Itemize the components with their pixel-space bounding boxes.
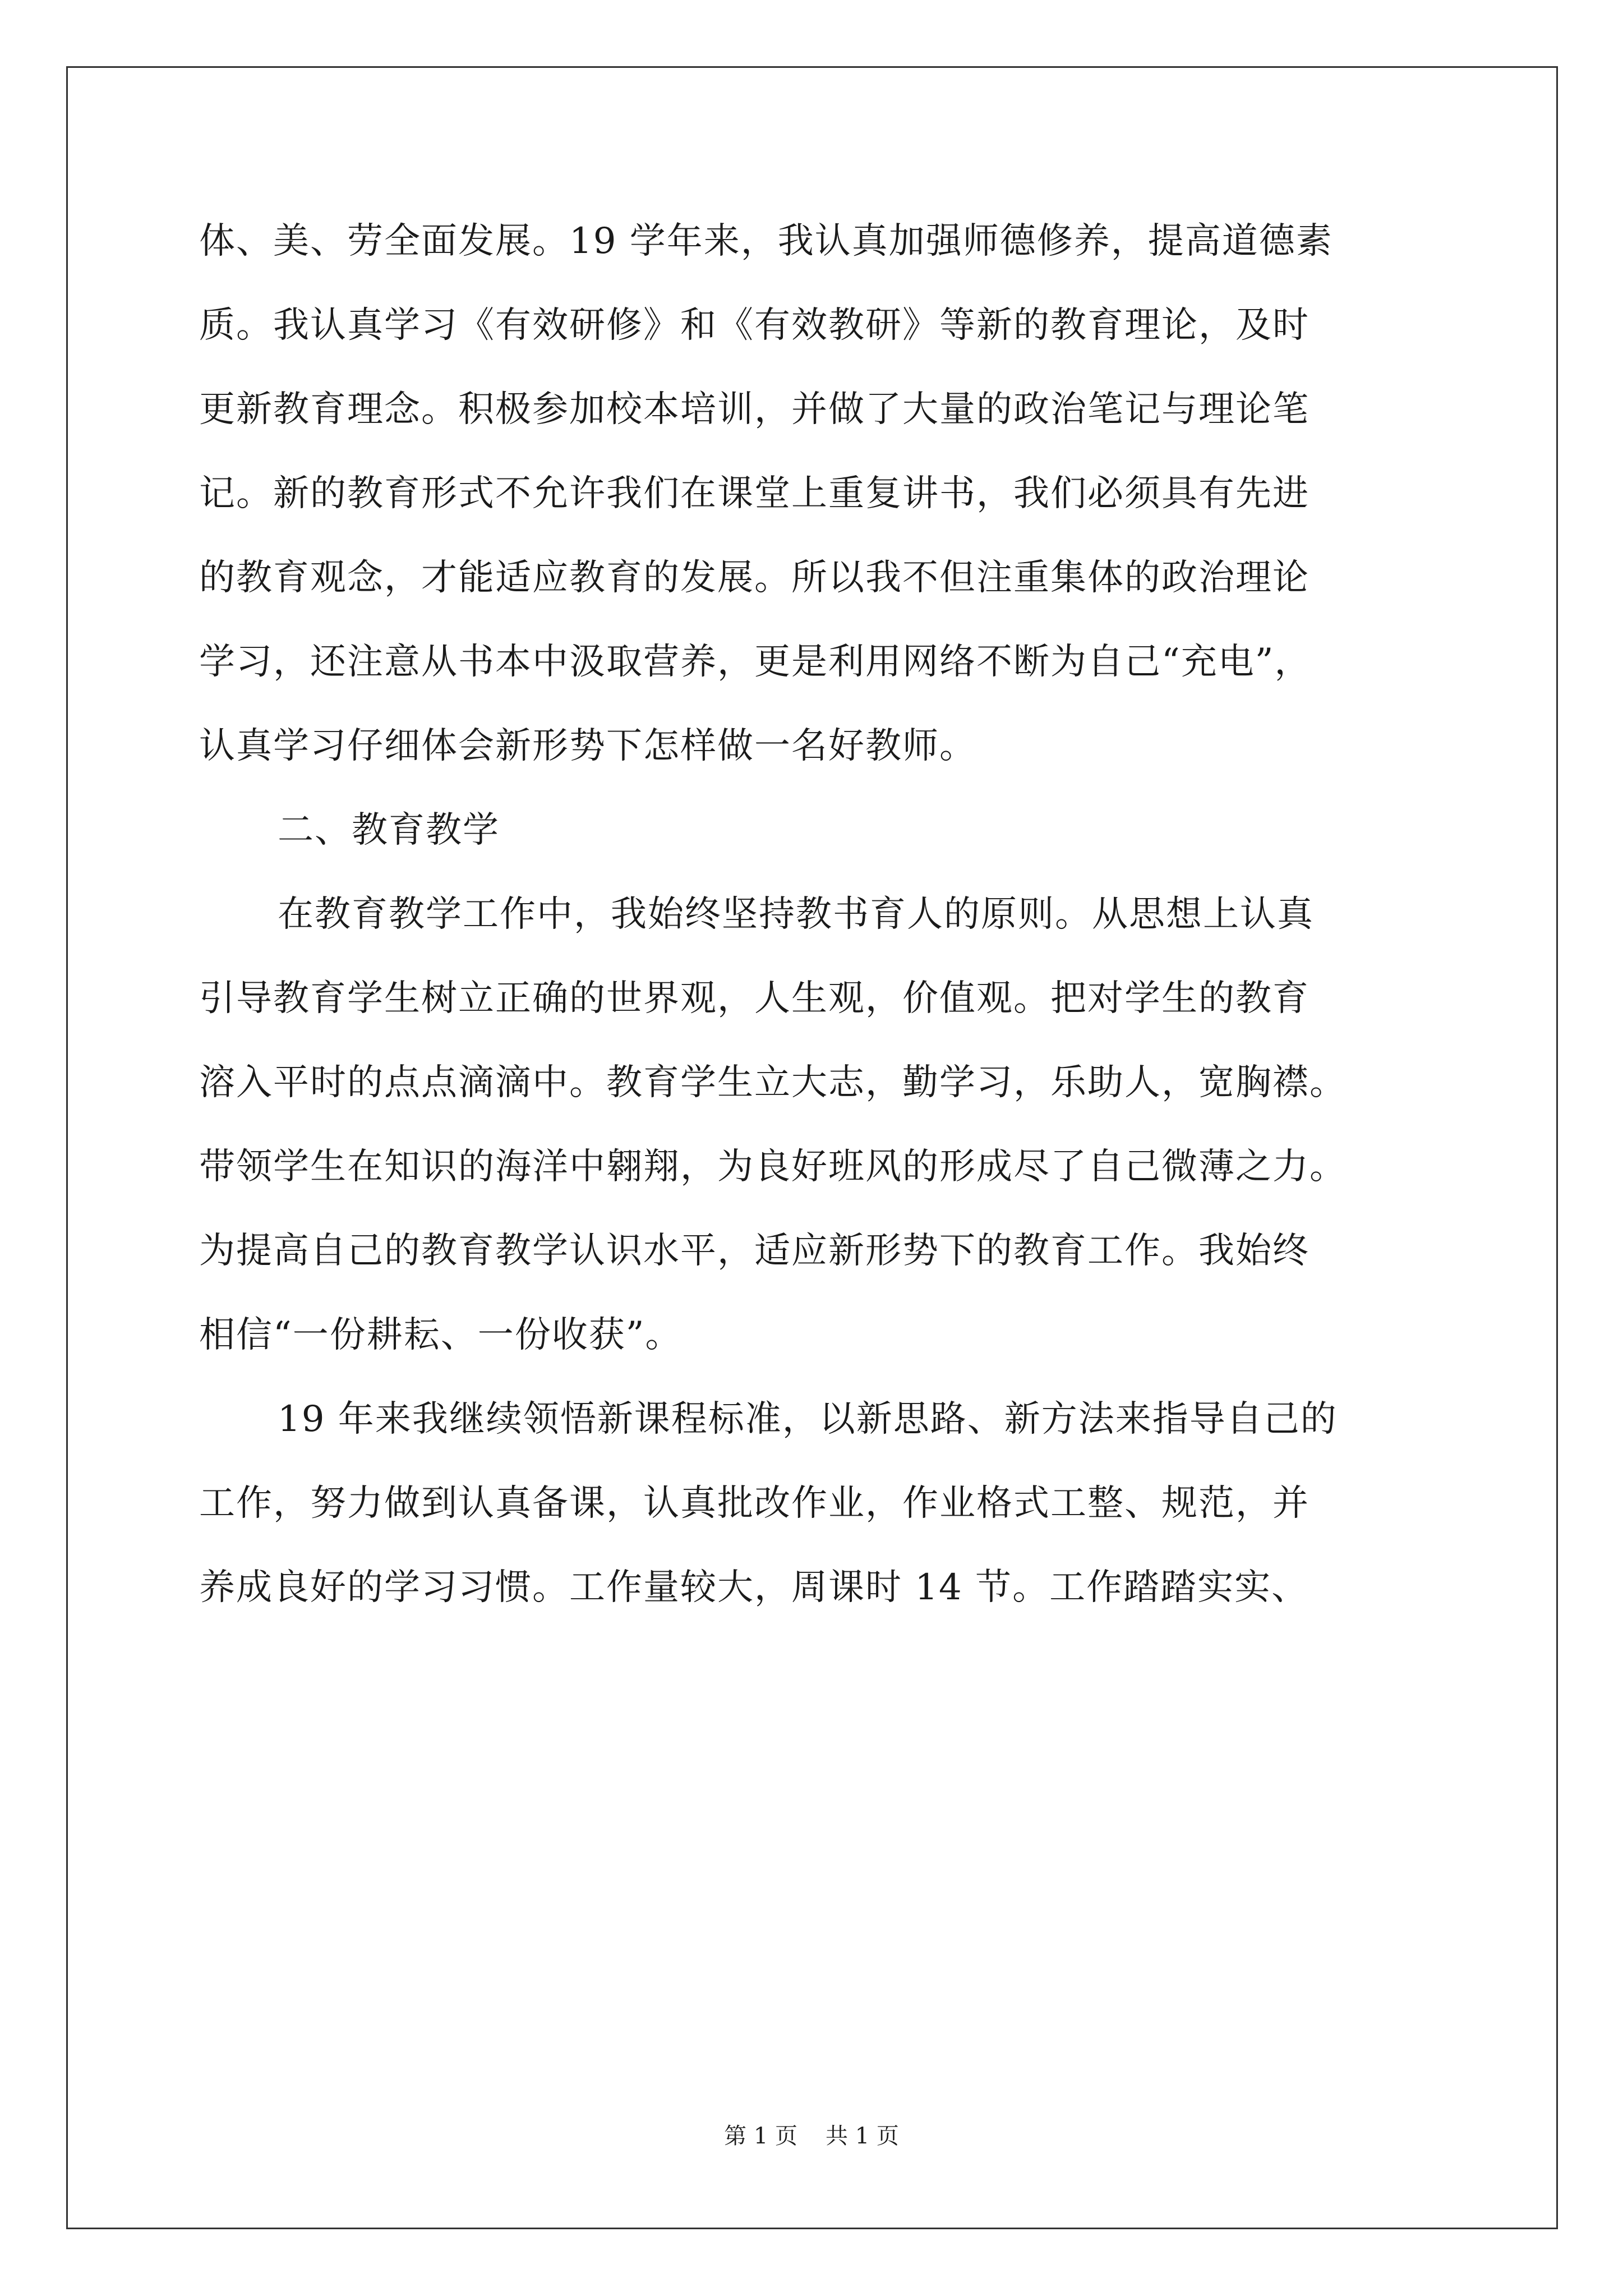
body-line: 为提高自己的教育教学认识水平，适应新形势下的教育工作。我始终 [199,1230,1310,1272]
paragraph-first-line: 在教育教学工作中，我始终坚持教书育人的原则。从思想上认真 [278,894,1314,935]
body-line: 带领学生在知识的海洋中翱翔，为良好班风的形成尽了自己微薄之力。 [199,1146,1347,1188]
section-heading: 二、教育教学 [278,809,500,851]
body-line: 更新教育理念。积极参加校本培训，并做了大量的政治笔记与理论笔 [199,389,1310,430]
paragraph-first-line: 19 年来我继续领悟新课程标准，以新思路、新方法来指导自己的 [278,1398,1338,1440]
body-line: 相信“一份耕耘、一份收获”。 [199,1314,683,1356]
body-line: 记。新的教育形式不允许我们在课堂上重复讲书，我们必须具有先进 [199,473,1310,514]
page-footer [0,2119,1623,2153]
body-line: 养成良好的学习习惯。工作量较大，周课时 14 节。工作踏踏实实、 [199,1567,1309,1608]
body-line: 溶入平时的点点滴滴中。教育学生立大志，勤学习，乐助人，宽胸襟。 [199,1062,1347,1103]
body-line: 的教育观念，才能适应教育的发展。所以我不但注重集体的政治理论 [199,557,1310,599]
body-line: 引导教育学生树立正确的世界观，人生观，价值观。把对学生的教育 [199,978,1310,1019]
page-number: 第 1 页 [724,2123,797,2149]
body-line: 质。我认真学习《有效研修》和《有效教研》等新的教育理论，及时 [199,305,1310,346]
body-line: 认真学习仔细体会新形势下怎样做一名好教师。 [199,725,976,767]
page-total: 共 1 页 [826,2123,899,2149]
body-line: 体、美、劳全面发展。19 学年来，我认真加强师德修养，提高道德素 [199,220,1333,262]
body-line: 学习，还注意从书本中汲取营养，更是利用网络不断为自己“充电”， [199,641,1312,683]
body-line: 工作，努力做到认真备课，认真批改作业，作业格式工整、规范，并 [199,1483,1310,1524]
